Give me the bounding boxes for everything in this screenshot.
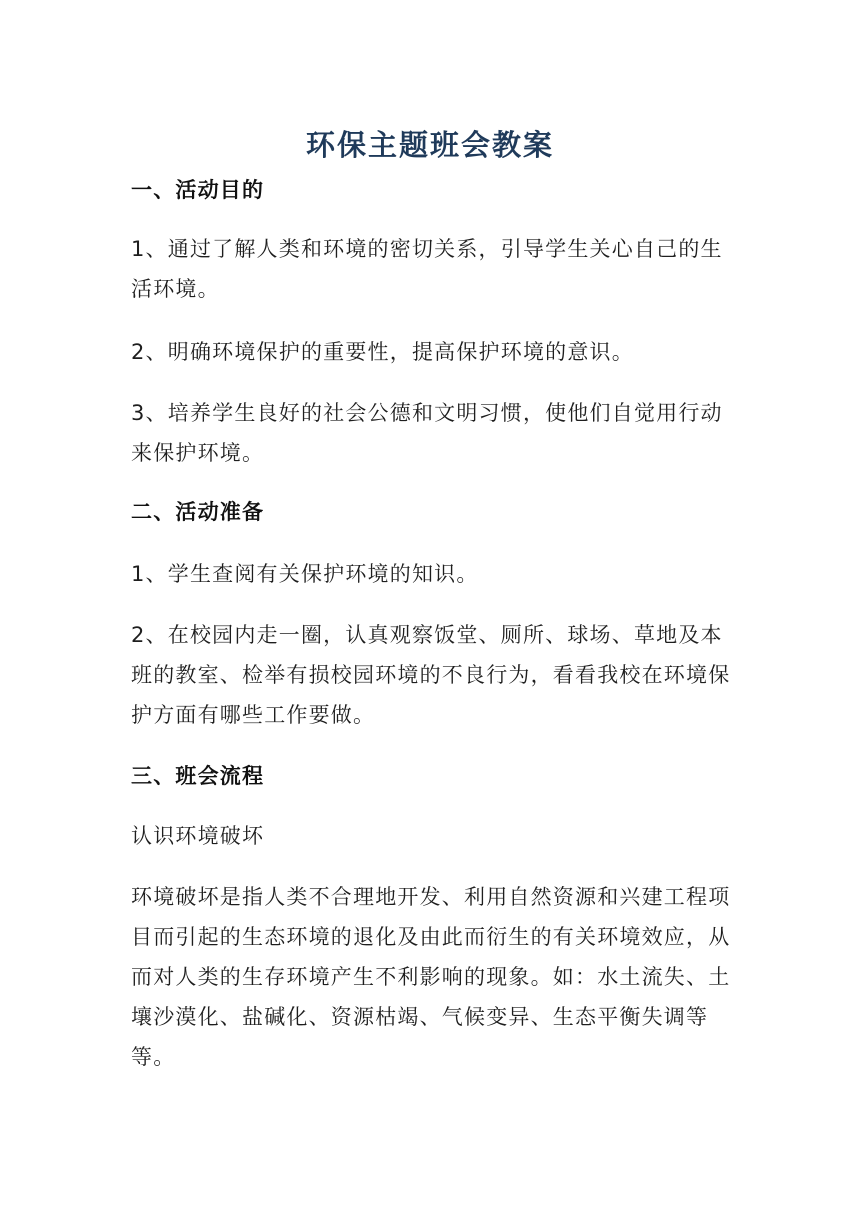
paragraph: 3、培养学生良好的社会公德和文明习惯，使他们自觉用行动来保护环境。 <box>131 401 723 465</box>
paragraph: 2、明确环境保护的重要性，提高保护环境的意识。 <box>131 340 634 364</box>
section-heading-preparation: 二、活动准备 <box>131 500 265 524</box>
paragraph: 认识环境破坏 <box>131 824 265 848</box>
section-heading-procedure: 三、班会流程 <box>131 764 265 788</box>
paragraph: 1、通过了解人类和环境的密切关系，引导学生关心自己的生活环境。 <box>131 237 723 301</box>
paragraph: 1、学生查阅有关保护环境的知识。 <box>131 562 479 586</box>
document-title: 环保主题班会教案 <box>305 128 554 163</box>
paragraph: 环境破坏是指人类不合理地开发、利用自然资源和兴建工程项目而引起的生态环境的退化及由此而衍生的有关环境效应，从而对人类的生存环境产生不利影响的现象。如：水土流失、土壤沙漠化、盐碱化、资源枯竭、气候变异、生态平衡失调等等。 <box>131 885 731 1069</box>
paragraph: 2、在校园内走一圈，认真观察饭堂、厕所、球场、草地及本班的教室、检举有损校园环境的不良行为，看看我校在环境保护方面有哪些工作要做。 <box>131 623 731 727</box>
section-heading-purpose: 一、活动目的 <box>131 178 265 202</box>
